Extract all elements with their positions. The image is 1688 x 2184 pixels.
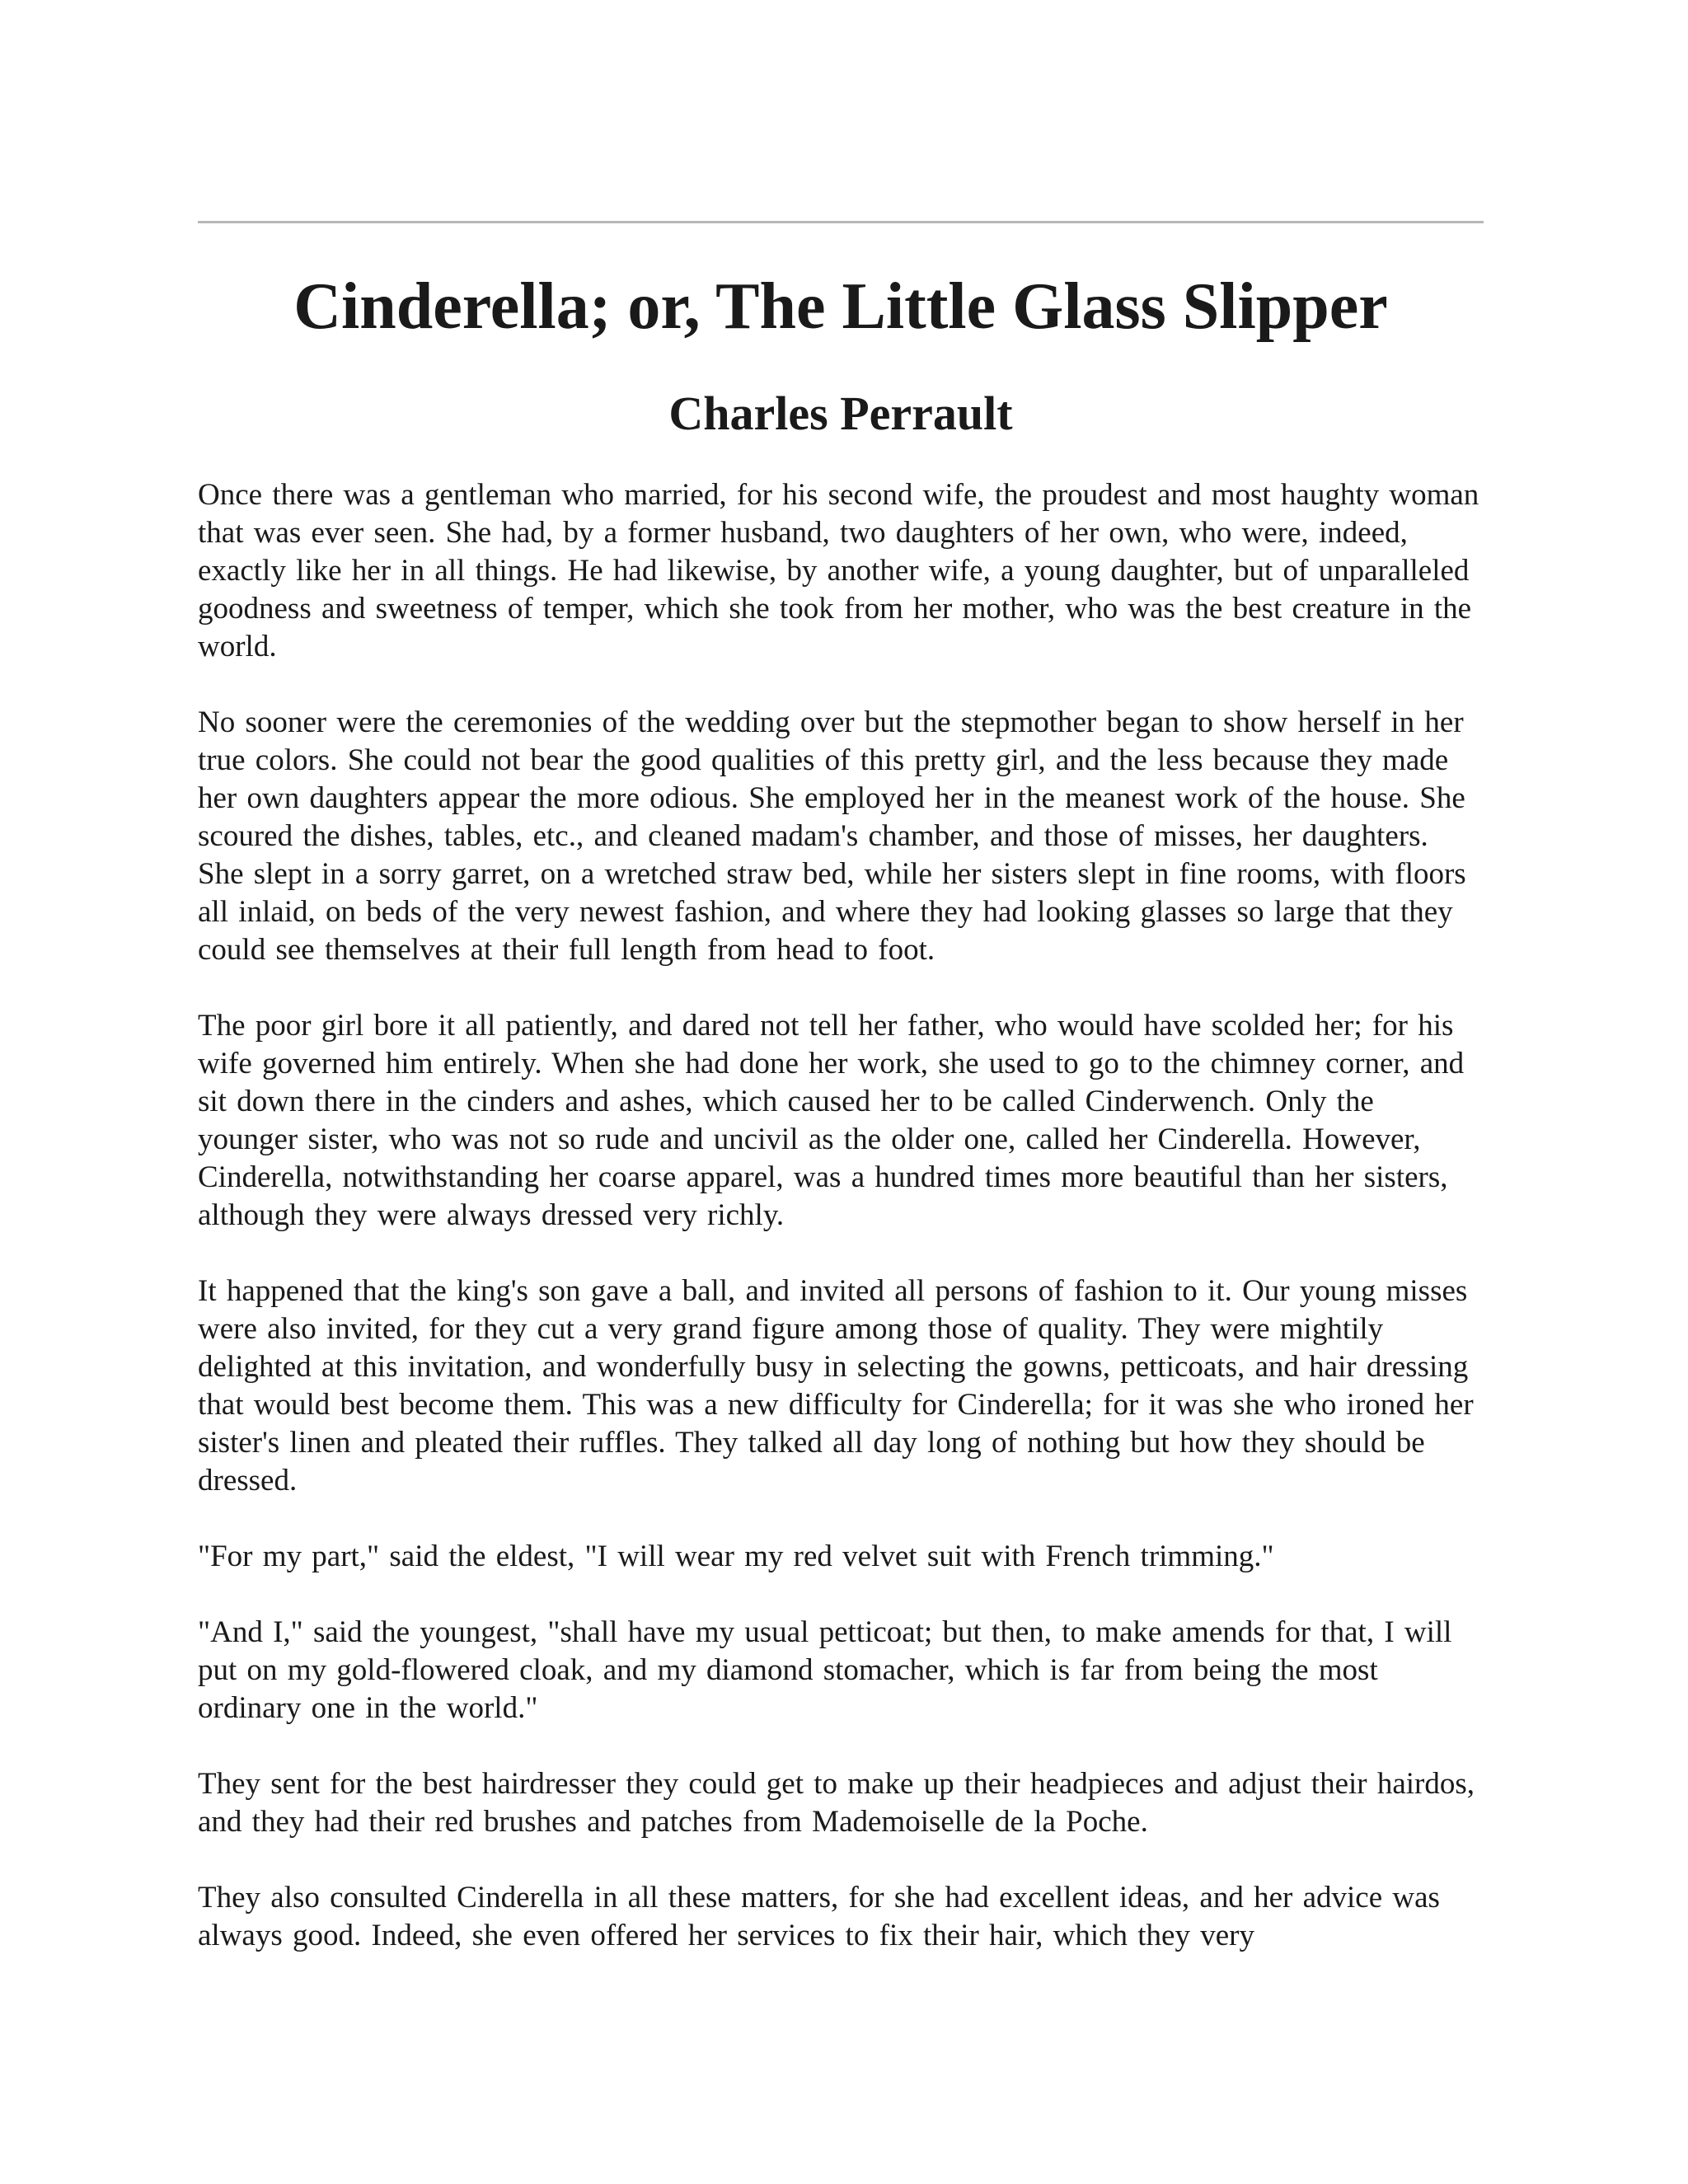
- paragraph: It happened that the king's son gave a ball, and invited all persons of fashion to it. Our young misses were also invited, for they cut a very grand figure among those of quality. They were mightily delighted at this invitation, and wonderfully busy in selecting the gowns, petticoats, and hair dressing that would best become them. This was a new difficulty for Cinderella; for it was she who ironed her sister's linen and pleated their ruffles. They talked all day long of nothing but how they should be dressed.: [198, 1274, 1474, 1497]
- paragraph: They sent for the best hairdresser they could get to make up their headpieces and adjust their hairdos, and they had their red brushes and patches from Mademoiselle de la Poche.: [198, 1767, 1475, 1839]
- paragraph: No sooner were the ceremonies of the wedding over but the stepmother began to show herself in her true colors. She could not bear the good qualities of this pretty girl, and the less because they made her own daughters appear the more odious. She employed her in the meanest work of the house. She scoured the dishes, tables, etc., and cleaned madam's chamber, and those of misses, her daughters. She slept in a sorry garret, on a wretched straw bed, while her sisters slept in fine rooms, with floors all inlaid, on beds of the very newest fashion, and where they had looking glasses so large that they could see themselves at their full length from head to foot.: [198, 705, 1466, 967]
- document-body: [198, 476, 1484, 1993]
- paragraph: Once there was a gentleman who married, for his second wife, the proudest and most haughty woman that was ever seen. She had, by a former husband, two daughters of her own, who were, indeed, exactly like her in all things. He had likewise, by another wife, a young daughter, but of unparalleled goodness and sweetness of temper, which she took from her mother, who was the best creature in the world.: [198, 478, 1479, 663]
- horizontal-rule: [198, 221, 1484, 223]
- paragraph: The poor girl bore it all patiently, and dared not tell her father, who would have scolded her; for his wife governed him entirely. When she had done her work, she used to go to the chimney corner, and sit down there in the cinders and ashes, which caused her to be called Cinderwench. Only the younger sister, who was not so rude and uncivil as the older one, called her Cinderella. However, Cinderella, notwithstanding her coarse apparel, was a hundred times more beautiful than her sisters, although they were always dressed very richly.: [198, 1009, 1465, 1232]
- paragraph: They also consulted Cinderella in all these matters, for she had excellent ideas, and her advice was always good. Indeed, she even offered her services to fix their hair, which they very: [198, 1881, 1440, 1952]
- document-author: Charles Perrault: [668, 387, 1013, 440]
- paragraph: "For my part," said the eldest, "I will wear my red velvet suit with French trimming.": [198, 1540, 1274, 1573]
- document-title: Cinderella; or, The Little Glass Slipper: [293, 270, 1388, 343]
- paragraph: "And I," said the youngest, "shall have my usual petticoat; but then, to make amends for that, I will put on my gold-flowered cloak, and my diamond stomacher, which is far from being the most ordinary one in the world.": [198, 1615, 1452, 1725]
